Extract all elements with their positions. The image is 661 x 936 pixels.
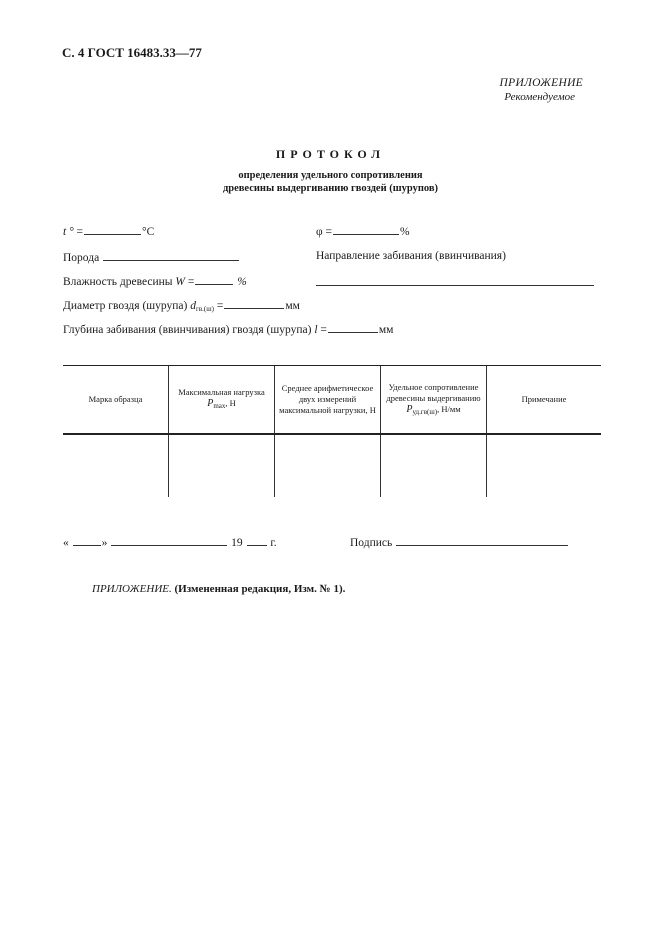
table-cell[interactable]: [381, 434, 487, 497]
table-cell[interactable]: [487, 434, 602, 497]
appendix-note-text: (Измененная редакция, Изм. № 1).: [171, 583, 346, 595]
appendix-title: ПРИЛОЖЕНИЕ: [499, 77, 583, 89]
signature-blank[interactable]: [396, 535, 568, 546]
table-row: [63, 434, 601, 497]
column-header-note: Примечание: [487, 366, 602, 435]
humidity-blank[interactable]: [333, 224, 399, 235]
direction-blank[interactable]: [316, 275, 594, 286]
depth-label: Глубина забивания (ввинчивания) гвоздя (шурупа): [63, 324, 315, 336]
appendix-note-label: ПРИЛОЖЕНИЕ.: [92, 583, 172, 595]
moisture-blank[interactable]: [195, 274, 233, 285]
temperature-symbol: t °: [63, 226, 74, 238]
temperature-blank[interactable]: [84, 224, 141, 235]
direction-field: [316, 250, 506, 262]
temperature-eq: =: [73, 226, 84, 238]
humidity-field: [316, 224, 410, 238]
moisture-field: [63, 274, 247, 288]
moisture-eq: =: [184, 276, 195, 288]
year-blank[interactable]: [247, 535, 267, 546]
humidity-unit: %: [400, 226, 410, 238]
signature-field: [350, 535, 569, 549]
humidity-eq: =: [322, 226, 333, 238]
column-header-mean-load: Среднее арифметическое двух измерений максимальной нагрузки, Н: [275, 366, 381, 435]
diameter-subscript: гв.(ш): [195, 305, 214, 313]
results-table: [63, 365, 601, 497]
species-blank[interactable]: [103, 250, 239, 261]
depth-symbol: l: [314, 324, 318, 336]
month-blank[interactable]: [111, 535, 227, 546]
depth-unit: мм: [378, 324, 394, 336]
diameter-symbol: d: [190, 300, 196, 312]
protocol-subtitle-2: древесины выдергиванию гвоздей (шурупов): [222, 183, 439, 194]
moisture-unit: %: [234, 276, 247, 288]
temperature-unit: °С: [142, 226, 155, 238]
quote-close: »: [101, 537, 108, 549]
diameter-label: Диаметр гвоздя (шурупа): [63, 300, 191, 312]
diameter-blank[interactable]: [224, 298, 284, 309]
column-header-sample: Марка образца: [63, 366, 169, 435]
moisture-symbol: W: [175, 276, 185, 288]
table-cell[interactable]: [169, 434, 275, 497]
year-prefix: 19: [231, 537, 243, 549]
moisture-label: Влажность древесины: [63, 276, 176, 288]
depth-eq: =: [317, 324, 327, 336]
table-header-row: [63, 366, 601, 435]
signature-label: Подпись: [350, 537, 393, 549]
document-reference: С. 4 ГОСТ 16483.33—77: [62, 45, 202, 60]
diameter-unit: мм: [285, 300, 300, 312]
date-field: [63, 535, 277, 549]
species-label: Порода: [63, 252, 100, 264]
temperature-field: [63, 224, 154, 238]
appendix-subtitle: Рекомендуемое: [504, 91, 575, 103]
table-cell[interactable]: [275, 434, 381, 497]
column-header-specific-resistance: Удельное сопротивление древесины выдергиванию $P_{уд.гв(ш)}$, Н/мм: [381, 366, 487, 435]
appendix-note: [92, 583, 345, 595]
humidity-symbol: φ: [316, 226, 323, 238]
protocol-subtitle-1: определения удельного сопротивления: [238, 170, 423, 181]
direction-label: Направление забивания (ввинчивания): [316, 250, 506, 262]
column-header-max-load: Максимальная нагрузка $P_{max}$, Н: [169, 366, 275, 435]
depth-blank[interactable]: [328, 322, 378, 333]
protocol-title: ПРОТОКОЛ: [275, 147, 386, 161]
year-suffix: г.: [270, 537, 277, 549]
species-field: [63, 250, 240, 264]
quote-open: «: [63, 537, 69, 549]
day-blank[interactable]: [73, 535, 101, 546]
depth-field: [63, 322, 393, 336]
diameter-field: [63, 298, 300, 313]
diameter-eq: =: [213, 300, 224, 312]
table-cell[interactable]: [63, 434, 169, 497]
